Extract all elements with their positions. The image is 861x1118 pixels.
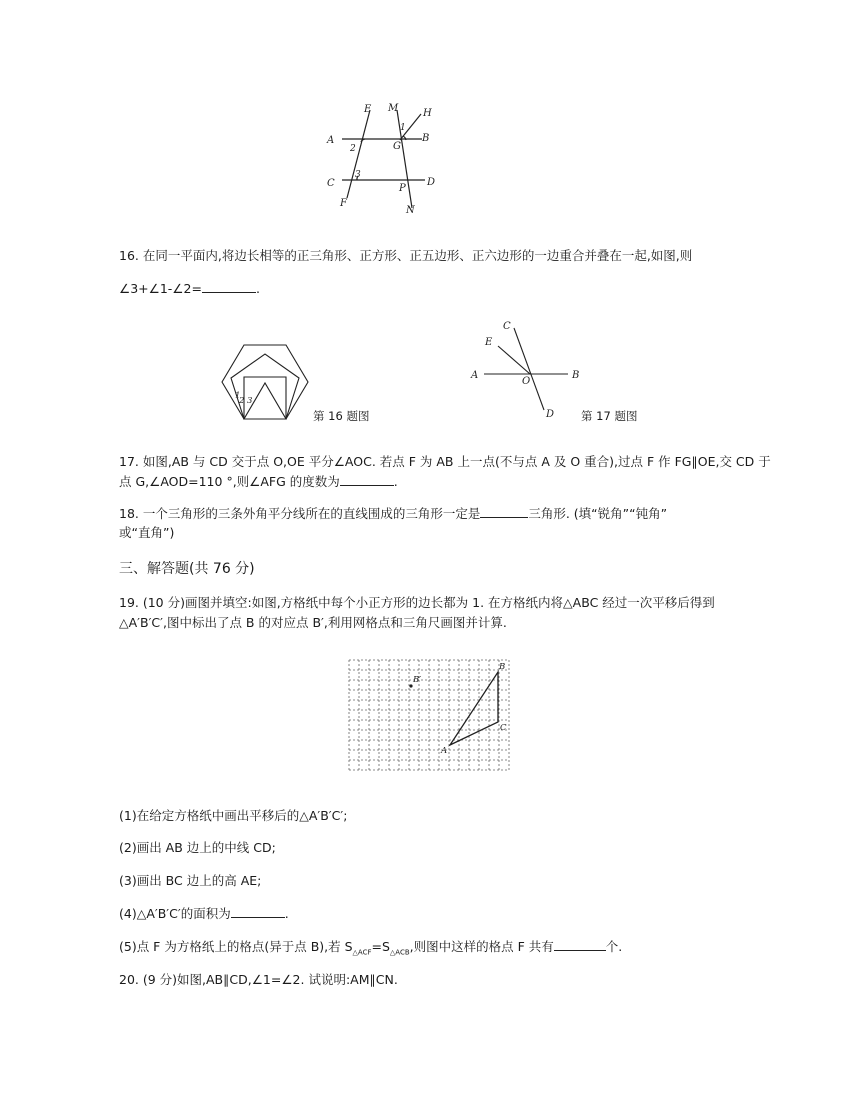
q18-answer-blank	[480, 505, 528, 518]
figure-parallel-lines	[320, 100, 450, 218]
grid-label-c: C	[500, 723, 507, 733]
line-cd	[514, 328, 544, 410]
q16-line1: 16. 在同一平面内,将边长相等的正三角形、正方形、正五边形、正六边形的一边重合并叠在一起,如图,则	[119, 248, 693, 263]
fig16-caption: 第 16 题图	[313, 409, 370, 423]
label-n: N	[406, 205, 415, 216]
q19-item1: (1)在给定方格纸中画出平移后的△A′B′C′;	[119, 808, 348, 823]
q19-item5-after: ,则图中这样的格点 F 共有	[409, 939, 554, 954]
label-1: 1	[400, 123, 406, 133]
grid-lines	[349, 660, 509, 770]
label-3: 3	[355, 170, 361, 180]
fig16-label-2: 2	[239, 396, 245, 406]
grid-label-bprime: B′	[413, 675, 422, 685]
fig16-label-3: 3	[247, 396, 253, 406]
q19-item4-period: .	[284, 906, 289, 921]
figure-overlapping-polygons	[218, 340, 312, 422]
q17-line1: 17. 如图,AB 与 CD 交于点 O,OE 平分∠AOC. 若点 F 为 AB 上一点(不与点 A 及 O 重合),过点 F 作 FG∥OE,交 CD 于	[119, 454, 771, 469]
grid-label-b: B	[499, 662, 506, 672]
fig17-label-c: C	[503, 321, 511, 332]
q19-item5	[119, 938, 622, 962]
q19-item5-sub1: △ACF	[352, 948, 372, 957]
q19-item4-text: (4)△A′B′C′的面积为	[119, 906, 231, 921]
q19-item2: (2)画出 AB 边上的中线 CD;	[119, 840, 276, 855]
q16-expression: ∠3+∠1-∠2=	[119, 281, 202, 296]
q19-item4	[119, 905, 289, 923]
label-2: 2	[350, 144, 356, 154]
label-a: A	[327, 135, 335, 146]
fig17-label-a: A	[471, 370, 479, 381]
q18-text: 18. 一个三角形的三条外角平分线所在的直线围成的三角形一定是	[119, 506, 481, 521]
q17-period: .	[393, 474, 398, 489]
fig17-label-o: O	[522, 376, 531, 387]
fig17-label-e: E	[485, 337, 493, 348]
q17-line2	[119, 473, 398, 491]
triangle-abc	[450, 672, 498, 745]
fig17-label-b: B	[572, 370, 580, 381]
label-d: D	[427, 177, 436, 188]
q20-line1: 20. (9 分)如图,AB∥CD,∠1=∠2. 试说明:AM∥CN.	[119, 972, 398, 987]
q18-line1	[119, 505, 667, 523]
q16-period: .	[255, 281, 260, 296]
q19-line1: 19. (10 分)画图并填空:如图,方格纸中每个小正方形的边长都为 1. 在方格纸内将△ABC 经过一次平移后得到	[119, 595, 715, 610]
fig17-label-d: D	[546, 409, 555, 420]
section-title: 三、解答题(共 76 分)	[119, 561, 255, 577]
grid-figure	[345, 656, 515, 776]
label-m: M	[388, 103, 399, 114]
q19-item3: (3)画出 BC 边上的高 AE;	[119, 873, 262, 888]
label-e: E	[364, 104, 372, 115]
pentagon	[231, 354, 299, 419]
fig17-caption: 第 17 题图	[581, 409, 638, 423]
q18-hint: 三角形. (填“锐角”“钝角”	[528, 506, 668, 521]
label-b: B	[422, 133, 430, 144]
label-h: H	[423, 108, 432, 119]
q19-item5-sub2: △ACB	[389, 948, 410, 957]
q16-line2	[119, 280, 260, 298]
q19-item4-blank	[231, 905, 285, 918]
q17-answer-blank	[340, 473, 394, 486]
figure-intersecting-lines	[466, 318, 586, 420]
grid-label-a: A	[441, 746, 448, 756]
q19-item5-eq: =S	[371, 939, 390, 954]
q18-line2: 或“直角”)	[119, 525, 175, 540]
q16-answer-blank	[202, 280, 256, 293]
q19-line2: △A′B′C′,图中标出了点 B 的对应点 B′,利用网格点和三角尺画图并计算.	[119, 615, 507, 630]
fig16-label-1: 1	[235, 391, 241, 401]
q19-item5-blank	[554, 938, 606, 951]
q19-item5-unit: 个.	[605, 939, 623, 954]
label-p: P	[399, 183, 406, 194]
q17-line2-text: 点 G,∠AOD=110 °,则∠AFG 的度数为	[119, 474, 340, 489]
line-ef	[347, 110, 370, 198]
label-f: F	[340, 198, 347, 209]
q19-item5-text: (5)点 F 为方格纸上的格点(异于点 B),若 S	[119, 939, 353, 954]
label-c: C	[327, 178, 335, 189]
label-g: G	[393, 141, 401, 152]
